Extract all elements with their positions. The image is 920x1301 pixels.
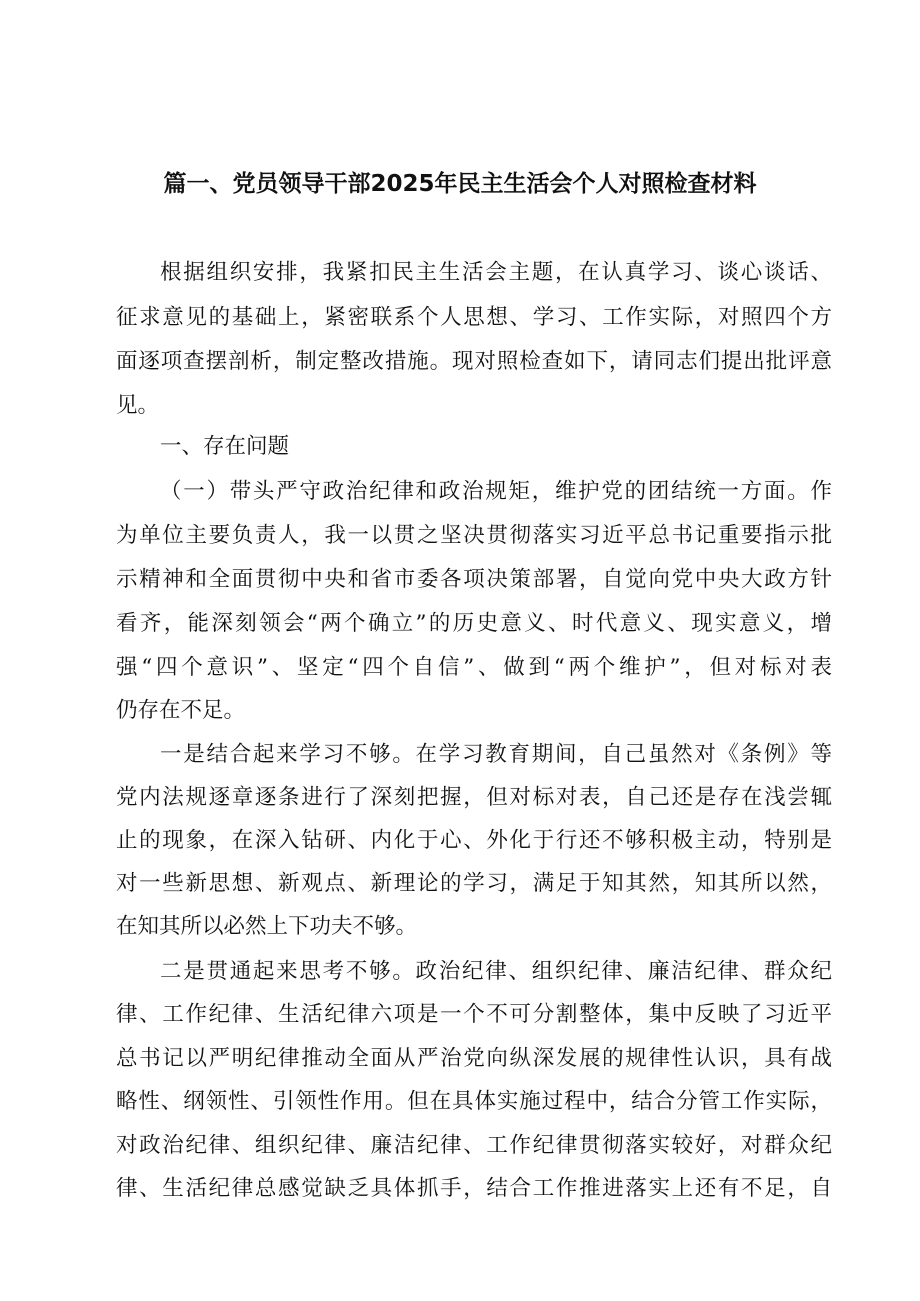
paragraph-line: 一是结合起来学习不够。在学习教育期间，自己虽然对《条例》等 — [160, 742, 832, 767]
paragraph-line: 强“四个意识”、坚定“四个自信”、做到“两个维护”，但对标对表 — [116, 655, 832, 680]
paragraph-line: 对一些新思想、新观点、新理论的学习，满足于知其然，知其所以然， — [116, 871, 832, 896]
paragraph-line: 党内法规逐章逐条进行了深刻把握，但对标对表，自己还是存在浅尝辄 — [116, 785, 832, 810]
paragraph-line: 总书记以严明纪律推动全面从严治党向纵深发展的规律性认识，具有战 — [116, 1046, 832, 1071]
intro-line: 征求意见的基础上，紧密联系个人思想、学习、工作实际，对照四个方 — [116, 305, 832, 330]
paragraph-line: 对政治纪律、组织纪律、廉洁纪律、工作纪律贯彻落实较好，对群众纪 — [116, 1133, 832, 1158]
paragraph-line: 律、生活纪律总感觉缺乏具体抓手，结合工作推进落实上还有不足，自 — [116, 1176, 832, 1201]
intro-line: 根据组织安排，我紧扣民主生活会主题，在认真学习、谈心谈话、 — [160, 260, 832, 285]
paragraph-line: 略性、纲领性、引领性作用。但在具体实施过程中，结合分管工作实际， — [116, 1089, 832, 1114]
paragraph-line: 仍存在不足。 — [116, 698, 246, 723]
paragraph-line: 止的现象，在深入钻研、内化于心、外化于行还不够积极主动，特别是 — [116, 828, 832, 853]
section-heading: 一、存在问题 — [160, 434, 290, 459]
paragraph-line: 在知其所以必然上下功夫不够。 — [116, 914, 418, 939]
paragraph-line: 二是贯通起来思考不够。政治纪律、组织纪律、廉洁纪律、群众纪 — [160, 959, 832, 984]
intro-line: 见。 — [116, 393, 160, 418]
intro-line: 面逐项查摆剖析，制定整改措施。现对照检查如下，请同志们提出批评意 — [116, 349, 832, 374]
paragraph-line: 为单位主要负责人，我一以贯之坚决贯彻落实习近平总书记重要指示批 — [116, 523, 832, 548]
paragraph-line: （一）带头严守政治纪律和政治规矩，维护党的团结统一方面。作 — [160, 479, 832, 504]
document-title: 篇一、党员领导干部2025年民主生活会个人对照检查材料 — [163, 171, 757, 197]
paragraph-line: 示精神和全面贯彻中央和省市委各项决策部署，自觉向党中央大政方针 — [116, 567, 832, 592]
paragraph-line: 律、工作纪律、生活纪律六项是一个不可分割整体，集中反映了习近平 — [116, 1002, 832, 1027]
paragraph-line: 看齐，能深刻领会“两个确立”的历史意义、时代意义、现实意义，增 — [116, 611, 832, 636]
